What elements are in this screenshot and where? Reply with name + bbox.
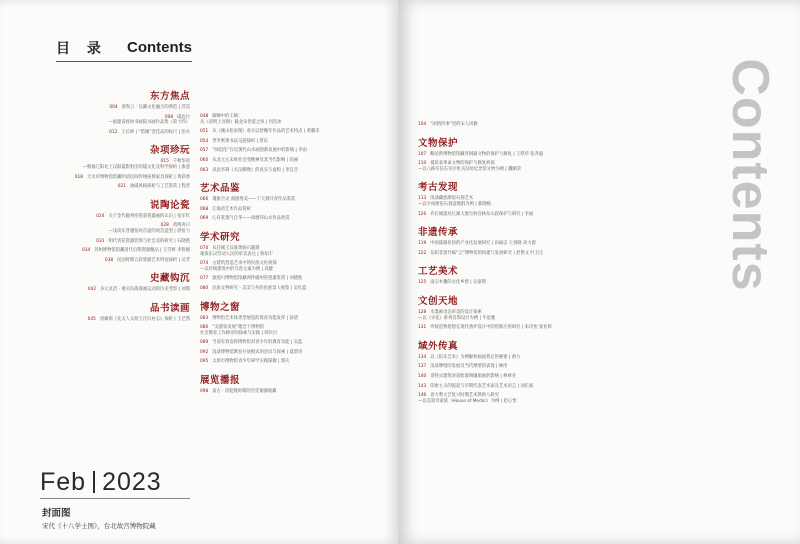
page-number: 086 [200,325,209,331]
entry-title: 中国漆器民俗的产业化发展研究 | 田福志 王春晓 高力群 [430,241,536,247]
toc-entry[interactable] [200,139,390,145]
page-number: 028 [160,223,169,229]
page-number: 125 [418,280,427,286]
page-number: 104 [418,122,427,127]
entry-title: 浅谈摩壁的发展及当代摩壁的表现 | 林彤 [430,364,508,370]
section-heading: 文创天地 [418,295,459,307]
toc-entry[interactable] [10,287,190,293]
section-heading: 工艺美术 [418,266,459,278]
toc-entry[interactable] [10,248,190,254]
toc-entry[interactable] [200,129,390,135]
page-number: 069 [200,216,209,222]
toc-entry[interactable] [200,158,390,164]
toc-entry[interactable] [418,280,718,286]
toc-entry[interactable] [10,115,190,126]
entry-title: 从任城王汉墓黄肠石题刻 [212,245,260,251]
entry-title: 浅谈藏族摩崖石刻艺术 [430,196,474,202]
section-heading: 非遗传承 [418,227,459,239]
page-number: 107 [418,151,427,157]
toc-entry[interactable] [10,223,190,234]
entry-title: 江海清艺术作品赏析 [212,206,251,212]
issue-divider [40,498,190,499]
page-number: 066 [200,197,209,203]
entry-title: 乔长城遗址长湖大康至故宫林东山段保护与研究 | 李福 [430,211,534,217]
entry-title: “师造化”在近现代山水画创新发展中的影响 | 李雨 [212,148,307,154]
toc-entry[interactable] [418,325,718,331]
toc-column-c [418,122,718,408]
page-number: 004 [109,105,118,110]
toc-entry[interactable] [418,364,718,370]
entry-title: 富古 · 清乾隆时期的宫廷铜器收藏 [212,389,277,395]
section-heading: 品书读画 [149,302,190,314]
section-heading: 博物之窗 [200,301,241,313]
page-number: 134 [418,354,427,360]
toc-title-en: Contents [127,39,192,56]
cover-description: 宋代《十八学士图》，台北故宫博物院藏 [42,522,156,530]
entry-title: 从《溪山松泉图》看方以智晚年作品的艺术特点 | 黄馨禾 [212,129,320,135]
page-number: 054 [200,138,209,144]
entry-title: 以《伯乐艺术》为例解析画面背后的秘密 | 俞力 [430,354,521,360]
page-number: 098 [200,389,209,395]
toc-entry[interactable] [200,216,390,222]
page-number: 143 [418,383,427,389]
toc-entry[interactable] [200,148,390,154]
page-number: 018 [74,174,83,180]
page-number: 034 [82,248,91,254]
page-number: 122 [418,250,427,256]
toc-entry[interactable] [10,159,190,170]
entry-title: 意大利文艺复兴时期艺术赞助人研究 [430,393,499,399]
toc-entry[interactable] [200,261,390,272]
entry-title: 从北元元末时社会变精神及其当代影响 | 高丽 [212,157,299,163]
vertical-contents-title [720,58,780,292]
right-page [398,0,800,544]
section-heading: 展览播报 [200,375,241,387]
toc-entry[interactable] [418,374,718,380]
page-number: 137 [418,364,427,370]
page-number: 045 [87,316,96,322]
entry-title: 古建筑营造艺术中的民俗文化初探 [212,261,277,267]
page-number: 089 [200,340,209,346]
section-heading: 艺术品鉴 [200,183,241,195]
page-number: 008 [164,114,174,120]
section-heading: 域外传真 [418,340,459,352]
cover-label: 封面图 [42,508,71,519]
entry-title: 明代青花瓷器装饰与社会美的研究 | 石晓艳 [108,238,190,244]
toc-entry[interactable] [10,130,190,136]
entry-title: 瑰象空灵 润滋秀美——丁天刻开青作品鉴赏 [212,197,296,203]
toc-entry[interactable] [10,258,190,264]
page-number: 146 [418,393,427,399]
entry-subtitle: 社会教育工作路径的探索与实践 | 韩贝贝 [200,330,278,336]
entry-subtitle: —以少尚摩崖石刻造像群为例 | 郝晓梅 [418,201,491,207]
toc-entry[interactable] [418,251,718,257]
entry-title: 心有笔墨气自华——徐德伟山水作品欣赏 [212,216,290,222]
entry-title: 解蝉中的王朝： [212,114,243,119]
entry-subtitle: —福建省政协书画院书画作品集（第十四） [108,120,190,126]
page-number: 063 [200,167,209,173]
entry-title: 多元灵活 · 重庆抗战漫画运动的历史考察 | 刘瑞 [100,287,190,293]
toc-entry[interactable] [418,241,718,247]
section-heading: 东方焦点 [149,91,190,102]
left-page [0,0,398,544]
toc-column-a [10,88,190,327]
entry-title: 当前有效发挥博物馆对青少年的教育功能 | 吴蓝 [212,340,303,346]
toc-entry[interactable] [418,355,718,361]
issue-separator [93,471,95,493]
entry-title: 民族文物研究 · 美美与共的民族景人视鉴 | 吴红蓝 [212,285,307,291]
entry-title: 鸡鸣冉日 [172,223,190,229]
page-number: 140 [418,373,427,379]
entry-title: 油砥风格探析与工艺鉴赏 | 程晋 [129,184,190,190]
section-heading: 杂项珍玩 [149,145,190,157]
page-number: 131 [418,325,427,331]
entry-subtitle: —以《寻花》系列首饰设计为例 | 牛思雅 [418,315,496,321]
toc-entry[interactable] [200,316,390,322]
toc-entry[interactable] [200,359,390,365]
entry-title: 世罗密黄书法交游探析 | 常乐 [212,138,268,144]
entry-subtitle: —以美第奇家族（House of Medici）为例 | 赵心怡 [418,398,517,404]
toc-entry[interactable] [200,276,390,282]
entry-title: 抵质表革命文物的保护与修复初探 [430,161,495,167]
page-number: 057 [200,148,209,154]
entry-title: 试论李制《关汉卿像》的真实与虚构 | 李宜音 [212,167,299,173]
entry-title: 千秋华府 [172,159,190,165]
entry-title: 哥特式建筑对彩绘玻璃镶嵌画的影响 | 林翠业 [430,373,517,379]
entry-subtitle: 窥探东汉劳动人民的审美表达 | 鲁柏丰 [200,251,273,257]
toc-entry[interactable] [10,214,190,220]
entry-title: 砥边行 [177,114,190,120]
toc-divider [56,61,192,62]
toc-entry[interactable] [418,384,718,390]
page-number: 012 [109,129,118,135]
page-number: 077 [200,276,209,282]
page-number: 015 [160,159,169,165]
toc-entry[interactable] [200,340,390,346]
toc-entry[interactable] [200,114,390,125]
entry-subtitle: —暨福辽阳北上汉阳镜影射出的镜文化及科学探析 | 康意 [82,164,190,170]
toc-title-cn: 目 录 [56,41,107,57]
entry-title: 唐棣祺《先太人太原王氏归衬志》探析 | 王艺然 [99,316,190,322]
toc-entry[interactable] [418,161,718,172]
page-number: 080 [200,285,209,291]
entry-title: 略论新博物馆馆藏青铜器文物的保护与修复 | 王铁华 张乔盛 [430,151,544,157]
page-number: 083 [200,315,209,321]
entry-title: 浅谈博物馆教育开放模式的尝试与探索 | 夏韵诗 [212,349,303,355]
toc-entry[interactable] [200,246,390,257]
issue-year: 2023 [102,468,162,496]
page-number: 051 [200,129,209,135]
vertical-title-text: Contents [721,58,779,292]
section-heading: 考古发现 [418,182,459,194]
page-number: 048 [200,114,209,119]
toc-entry[interactable] [200,168,390,174]
page-number: 042 [87,287,97,293]
toc-entry[interactable] [10,175,190,181]
page-number: 126 [418,211,427,217]
section-heading: 史藏钩沉 [149,273,190,285]
page-number: 128 [418,309,427,315]
entry-title: 印象主义的提起与早期代表艺术家及艺术语言 | 刘长斌 [430,383,534,389]
page-number: 074 [200,261,209,267]
toc-entry[interactable] [418,152,718,158]
issue-month: Feb [40,468,87,496]
page-number: 119 [418,241,427,247]
section-heading: 说陶论瓷 [149,199,190,211]
toc-entry[interactable] [200,286,390,292]
toc-entry[interactable] [10,239,190,245]
toc-entry[interactable] [10,184,190,190]
page-number: 031 [96,238,105,244]
toc-entry[interactable] [200,207,390,213]
entry-subtitle: —以八路军驻东军区机关旧址纪念馆文物为例 | 魏顺荣 [418,166,522,172]
entry-title: 民国时期五彩瓷器艺术特征探析 | 吴芳 [117,257,190,263]
entry-title: 唐和云 · 汉藏文化融合的典范 | 苏昊 [121,105,190,110]
toc-entry[interactable] [200,197,390,203]
entry-subtitle: —浅谈东晋越窑鸡首壶的鸡首造型 | 唐恒力 [108,228,190,234]
page-number: 024 [96,213,105,219]
section-heading: 文物保护 [418,137,459,149]
toc-entry[interactable] [200,389,390,395]
entry-title: 敦煌川博物馆馆藏两件磁州窑瓷器鉴赏 | 刘德胜 [212,276,303,282]
toc-entry[interactable] [200,350,390,356]
toc-column-b [200,114,390,399]
entry-subtitle: —以传统建筑中的鸟兽元素为例 | 高健 [200,266,273,272]
toc-entry[interactable] [10,317,190,323]
page-number: 110 [418,161,427,167]
entry-title: 传统造物思想在现代香炉设计中的创新应用研究 | 朱诗怡 张亚辉 [430,325,552,331]
section-heading: 学术研究 [200,231,241,243]
entry-title: 天水市博物馆馆藏明清民间传统座椅家具探析 | 黄彩香 [86,174,190,180]
toc-entry[interactable] [418,122,718,128]
page-number: 021 [117,184,126,190]
entry-subtitle: 从《清明上河图》截北宋世道之风 | 何浩冰 [200,119,282,125]
page-number: 092 [200,349,209,355]
entry-title: 东阳非遗竹编“云”博物馆的构建与发展研究 | 赵艳文 叶卫正 [430,250,544,256]
page-number: 068 [200,206,209,212]
entry-title: “美感鉴发展”理念下博物馆 [212,325,264,331]
entry-title: 太原市博物馆青少年研学实践探微 | 郭庆 [212,359,290,365]
toc-header [56,38,192,58]
entry-title: 水墨画语态审美的设计探索 [430,309,482,315]
page-number: 113 [418,196,427,202]
issue-date [40,468,162,497]
entry-title: 苏州博物馆馆藏清代后期瓷器精品 | 王雪妍 李智媛 [94,248,190,254]
page-number: 060 [200,157,209,163]
page-number: 095 [200,359,209,365]
entry-title: “闲情四事”里的宋人风雅 [430,122,478,127]
entry-title: 南宗木雕的文化乡愁 | 吴嘉利 [430,280,486,286]
toc-entry[interactable] [10,105,190,111]
toc-entry[interactable] [418,196,718,207]
entry-title: 王长坤 | “借城”金佳品的标尺 | 彭兵 [121,129,190,135]
toc-entry[interactable] [200,325,390,336]
entry-title: 关于金代磁州窑瓷彩瓷器画的认识 | 张军红 [108,213,190,219]
page-number: 070 [200,245,209,251]
toc-entry[interactable] [418,212,718,218]
toc-entry[interactable] [418,393,718,404]
entry-title: 博物馆艺术体类型展览的资育功能发挥 | 徐望 [212,315,299,321]
toc-entry[interactable] [418,310,718,321]
page-number: 038 [104,257,114,263]
